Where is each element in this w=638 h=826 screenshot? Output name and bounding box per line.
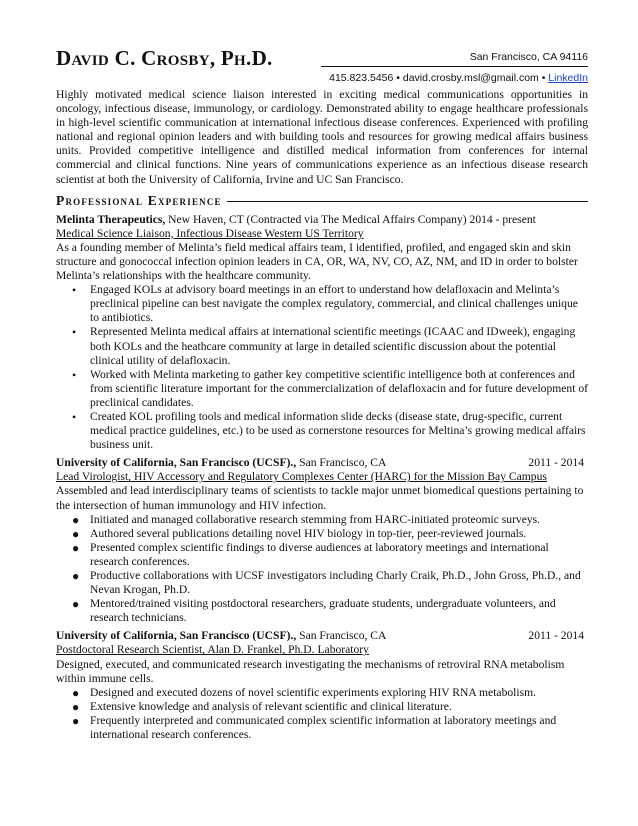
job-bullets (56, 283, 588, 452)
job-dates: 2011 - 2014 (528, 456, 584, 470)
header-divider (321, 66, 588, 67)
section-header (56, 191, 588, 211)
candidate-name: David C. Crosby, Ph.D. (56, 46, 273, 70)
bullet-icon: ● (72, 512, 80, 527)
bullet-text: Created KOL profiling tools and medical information slide decks (disease state, drug-specific, current medical practice guidelines, etc.) to be used as cornerstone resources for Meltina’s growing medical affairs business unit. (90, 409, 586, 452)
job-role: Postdoctoral Research Scientist, Alan D. Frankel, Ph.D. Laboratory (56, 643, 369, 657)
job-entry (56, 629, 588, 742)
job-description: Assembled and lead interdisciplinary teams of scientists to tackle major unmet biomedical questions pertaining to the intersection of human immunology and HIV infection. (56, 484, 584, 512)
bullet-item (56, 686, 588, 700)
bullet-item (56, 410, 588, 452)
bullet-item (56, 283, 588, 325)
bullet-icon: • (72, 325, 77, 340)
job-description: As a founding member of Melinta’s field medical affairs team, I identified, profiled, and engaged skin and skin structure and gonococcal infection opinion leaders in CA, OR, WA, NV, CO, AZ, NM, and ID in order to bolster Melinta’s relationships with the healthcare community. (56, 240, 578, 283)
resume-page (56, 0, 588, 742)
bullet-text: Represented Melinta medical affairs at international scientific meetings (ICAAC and IDweek), engaging both KOLs and the heathcare community at large in detailed scientific discussion about the potential clinical utility of delafloxacin. (90, 325, 576, 367)
job-entry (56, 456, 588, 625)
job-organization: Melinta Therapeutics, (56, 212, 166, 226)
bullet-item (56, 714, 588, 742)
bullet-item (56, 541, 588, 569)
section-title: Professional Experience (56, 192, 222, 208)
bullet-icon: ● (72, 597, 80, 612)
bullet-text: Frequently interpreted and communicated complex scientific information at laboratory meetings and international research conferences. (90, 713, 557, 742)
resume-header (56, 0, 588, 88)
bullet-text: Worked with Melinta marketing to gather key competitive scientific intelligence both at conferences and from scientific literature important for the commercialization of delafloxacin and for future development of preclinical candidates. (90, 367, 589, 409)
job-heading (56, 213, 588, 227)
job-organization: University of California, San Francisco (UCSF)., (56, 456, 297, 470)
job-description: Designed, executed, and communicated research investigating the mechanisms of retroviral RNA metabolism within immune cells. (56, 657, 565, 685)
bullet-item (56, 368, 588, 410)
bullet-item (56, 527, 588, 541)
job-bullets (56, 513, 588, 626)
experience-list (56, 213, 588, 742)
linkedin-link[interactable]: LinkedIn (548, 72, 588, 84)
contact-details: 415.823.5456 • david.crosby.msl@gmail.com • (329, 72, 546, 84)
bullet-icon: • (72, 367, 77, 382)
job-heading (56, 456, 588, 470)
bullet-item (56, 513, 588, 527)
bullet-icon: • (72, 409, 77, 424)
job-role: Medical Science Liaison, Infectious Disease Western US Territory (56, 226, 364, 240)
contact-info (329, 72, 588, 84)
section-rule (227, 201, 588, 202)
job-location: San Francisco, CA (296, 456, 387, 470)
bullet-item (56, 569, 588, 597)
bullet-icon: • (72, 283, 77, 298)
bullet-text: Engaged KOLs at advisory board meetings in an effort to understand how delafloxacin and Melinta’s preclinical pipeline can best navigate the complex regulatory, commercial, and clinical challenges unique to antibiotics. (90, 283, 578, 325)
bullet-icon: ● (72, 540, 80, 555)
bullet-icon: ● (72, 526, 80, 541)
bullet-icon: ● (72, 713, 80, 728)
job-entry (56, 213, 588, 453)
bullet-icon: ● (72, 569, 80, 583)
bullet-text: Mentored/trained visiting postdoctoral researchers, graduate students, undergraduate volunteers, and research technicians. (90, 597, 556, 625)
job-dates: 2011 - 2014 (528, 629, 584, 643)
summary-paragraph: Highly motivated medical science liaison interested in exciting medical communications opportunities in oncology, infectious disease, immunology, or cardiology. Demonstrated ability to engage healthcare professionals in high-level scientific communication at international infectious disease conferences. Experienced with profiling national and regional opinion leaders and with building tools and resources for growing medical affairs business units. Provided competitive intelligence and distilled medical information from conferences for internal commercial and clinical functions. Nine years of communications experience as an infectious disease research scientist at both the University of California, Irvine and UC San Francisco. (56, 88, 588, 186)
bullet-icon: ● (72, 685, 80, 700)
job-bullets (56, 686, 588, 742)
job-location: New Haven, CT (Contracted via The Medical Affairs Company) 2014 - present (165, 212, 536, 226)
bullet-item (56, 700, 588, 714)
location: San Francisco, CA 94116 (469, 51, 588, 63)
bullet-icon: ● (72, 699, 80, 714)
bullet-text: Authored several publications detailing novel HIV biology in top-tier, peer-reviewed journals. (90, 526, 527, 540)
bullet-text: Initiated and managed collaborative research stemming from HARC-initiated proteomic surveys. (90, 512, 541, 526)
bullet-text: Extensive knowledge and analysis of relevant scientific and clinical literature. (90, 699, 452, 713)
job-location: San Francisco, CA (296, 629, 387, 643)
bullet-item (56, 325, 588, 367)
bullet-text: Productive collaborations with UCSF investigators including Charly Craik, Ph.D., John Gross, Ph.D., and Nevan Krogan, Ph.D. (90, 569, 581, 597)
bullet-item (56, 597, 588, 625)
bullet-text: Designed and executed dozens of novel scientific experiments exploring HIV RNA metabolism. (90, 685, 537, 699)
job-heading (56, 629, 588, 643)
job-role: Lead Virologist, HIV Accessory and Regulatory Complexes Center (HARC) for the Mission Bay Campus (56, 470, 547, 484)
bullet-text: Presented complex scientific findings to diverse audiences at laboratory meetings and international research conferences. (90, 540, 549, 568)
job-organization: University of California, San Francisco (UCSF)., (56, 629, 297, 643)
